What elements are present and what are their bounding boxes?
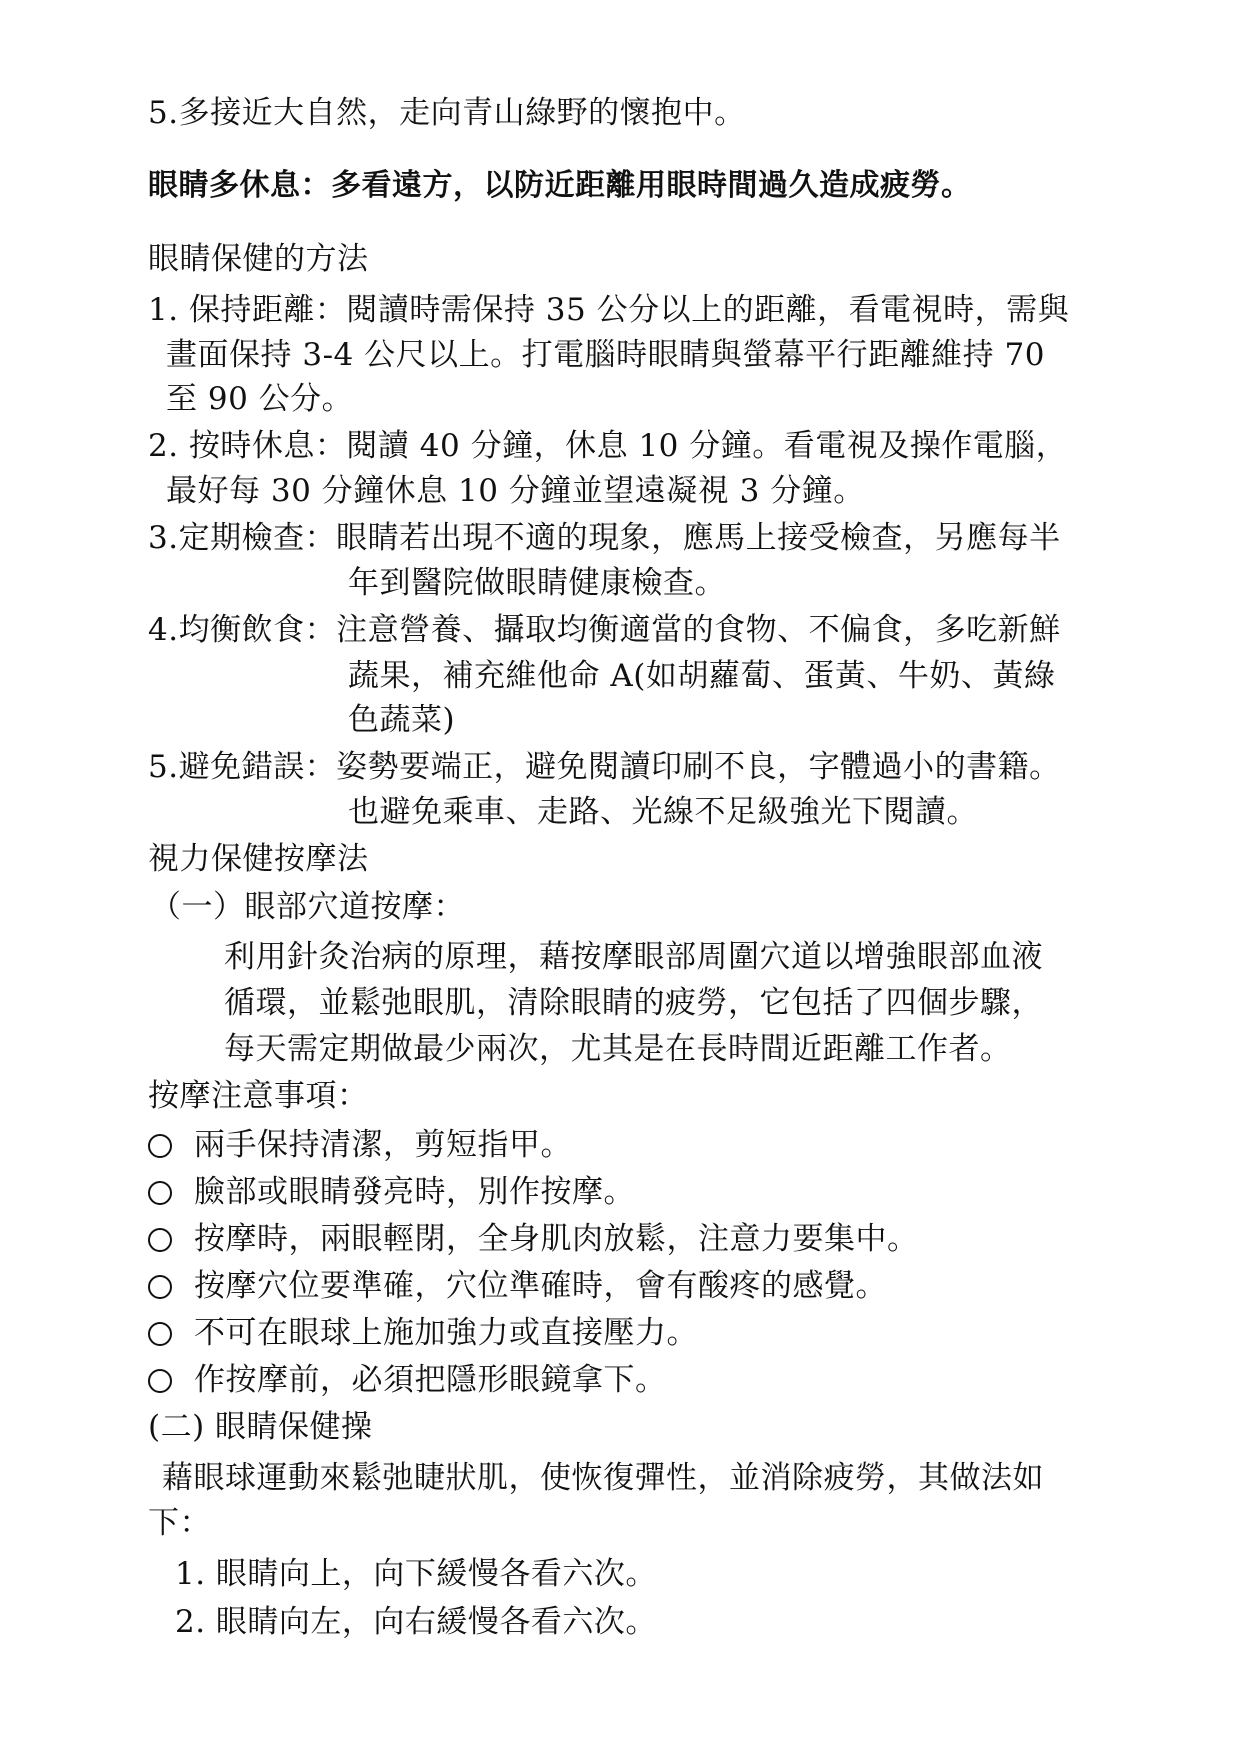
method-item-5-line-2: 也避免乘車、走路、光線不足級強光下閱讀。 xyxy=(348,794,978,830)
method-item-4-line-2: 蔬果，補充維他命 A(如胡蘿蔔、蛋黃、牛奶、黃綠 xyxy=(348,658,1056,694)
massage-note-text: 兩手保持清潔，剪短指甲。 xyxy=(194,1127,572,1163)
circle-bullet-icon xyxy=(148,1369,172,1393)
massage-sub2-para-line-2: 下： xyxy=(148,1505,211,1541)
methods-title: 眼睛保健的方法 xyxy=(148,241,369,277)
massage-sub2-para-line-1: 藉眼球運動來鬆弛睫狀肌，使恢復彈性，並消除疲勞，其做法如 xyxy=(162,1460,1044,1496)
method-item-2-line-1: 2. 按時休息：閱讀 40 分鐘，休息 10 分鐘。看電視及操作電腦， xyxy=(148,428,1068,464)
circle-bullet-icon xyxy=(148,1181,172,1205)
massage-note xyxy=(148,1124,572,1166)
method-item-3-line-2: 年到醫院做眼睛健康檢查。 xyxy=(348,565,726,601)
exercise-step: 2. 眼睛向左，向右緩慢各看六次。 xyxy=(175,1604,657,1640)
massage-notes-title: 按摩注意事項： xyxy=(148,1078,369,1114)
massage-note-text: 按摩時，兩眼輕閉，全身肌肉放鬆，注意力要集中。 xyxy=(194,1221,919,1257)
massage-note-text: 按摩穴位要準確，穴位準確時，會有酸疼的感覺。 xyxy=(194,1268,887,1304)
circle-bullet-icon xyxy=(148,1275,172,1299)
circle-bullet-icon xyxy=(148,1228,172,1252)
method-item-3-line-1: 3.定期檢查：眼睛若出現不適的現象，應馬上接受檢查，另應每半 xyxy=(148,520,1061,556)
massage-note xyxy=(148,1265,887,1307)
massage-note-text: 不可在眼球上施加強力或直接壓力。 xyxy=(194,1315,698,1351)
massage-sub1-para-line-1: 利用針灸治病的原理，藉按摩眼部周圍穴道以增強眼部血液 xyxy=(224,939,1043,975)
massage-note xyxy=(148,1171,635,1213)
method-item-4-line-1: 4.均衡飲食：注意營養、攝取均衡適當的食物、不偏食，多吃新鮮 xyxy=(148,612,1061,648)
circle-bullet-icon xyxy=(148,1322,172,1346)
massage-note-text: 臉部或眼睛發亮時，別作按摩。 xyxy=(194,1174,635,1210)
massage-sub1-para-line-2: 循環，並鬆弛眼肌，清除眼睛的疲勞，它包括了四個步驟， xyxy=(224,985,1043,1021)
massage-note xyxy=(148,1218,919,1260)
bold-heading: 眼睛多休息：多看遠方，以防近距離用眼時間過久造成疲勞。 xyxy=(148,168,972,203)
massage-note-text: 作按摩前，必須把隱形眼鏡拿下。 xyxy=(194,1362,667,1398)
method-item-1-line-2: 畫面保持 3-4 公尺以上。打電腦時眼睛與螢幕平行距離維持 70 xyxy=(166,337,1045,373)
massage-title: 視力保健按摩法 xyxy=(148,841,369,877)
circle-bullet-icon xyxy=(148,1134,172,1158)
method-item-5-line-1: 5.避免錯誤：姿勢要端正，避免閱讀印刷不良，字體過小的書籍。 xyxy=(148,749,1061,785)
massage-sub1-title: （一）眼部穴道按摩： xyxy=(150,889,465,925)
exercise-step: 1. 眼睛向上，向下緩慢各看六次。 xyxy=(175,1556,657,1592)
method-item-2-line-2: 最好每 30 分鐘休息 10 分鐘並望遠凝視 3 分鐘。 xyxy=(166,473,865,509)
intro-item: 5.多接近大自然，走向青山綠野的懷抱中。 xyxy=(148,95,746,131)
massage-note xyxy=(148,1359,667,1401)
method-item-1-line-3: 至 90 公分。 xyxy=(166,381,354,417)
massage-note xyxy=(148,1312,698,1354)
method-item-4-line-3: 色蔬菜) xyxy=(348,702,456,738)
massage-sub1-para-line-3: 每天需定期做最少兩次，尤其是在長時間近距離工作者。 xyxy=(224,1031,1012,1067)
massage-sub2-title: (二) 眼睛保健操 xyxy=(148,1409,373,1445)
method-item-1-line-1: 1. 保持距離：閱讀時需保持 35 公分以上的距離，看電視時，需與 xyxy=(148,292,1070,328)
